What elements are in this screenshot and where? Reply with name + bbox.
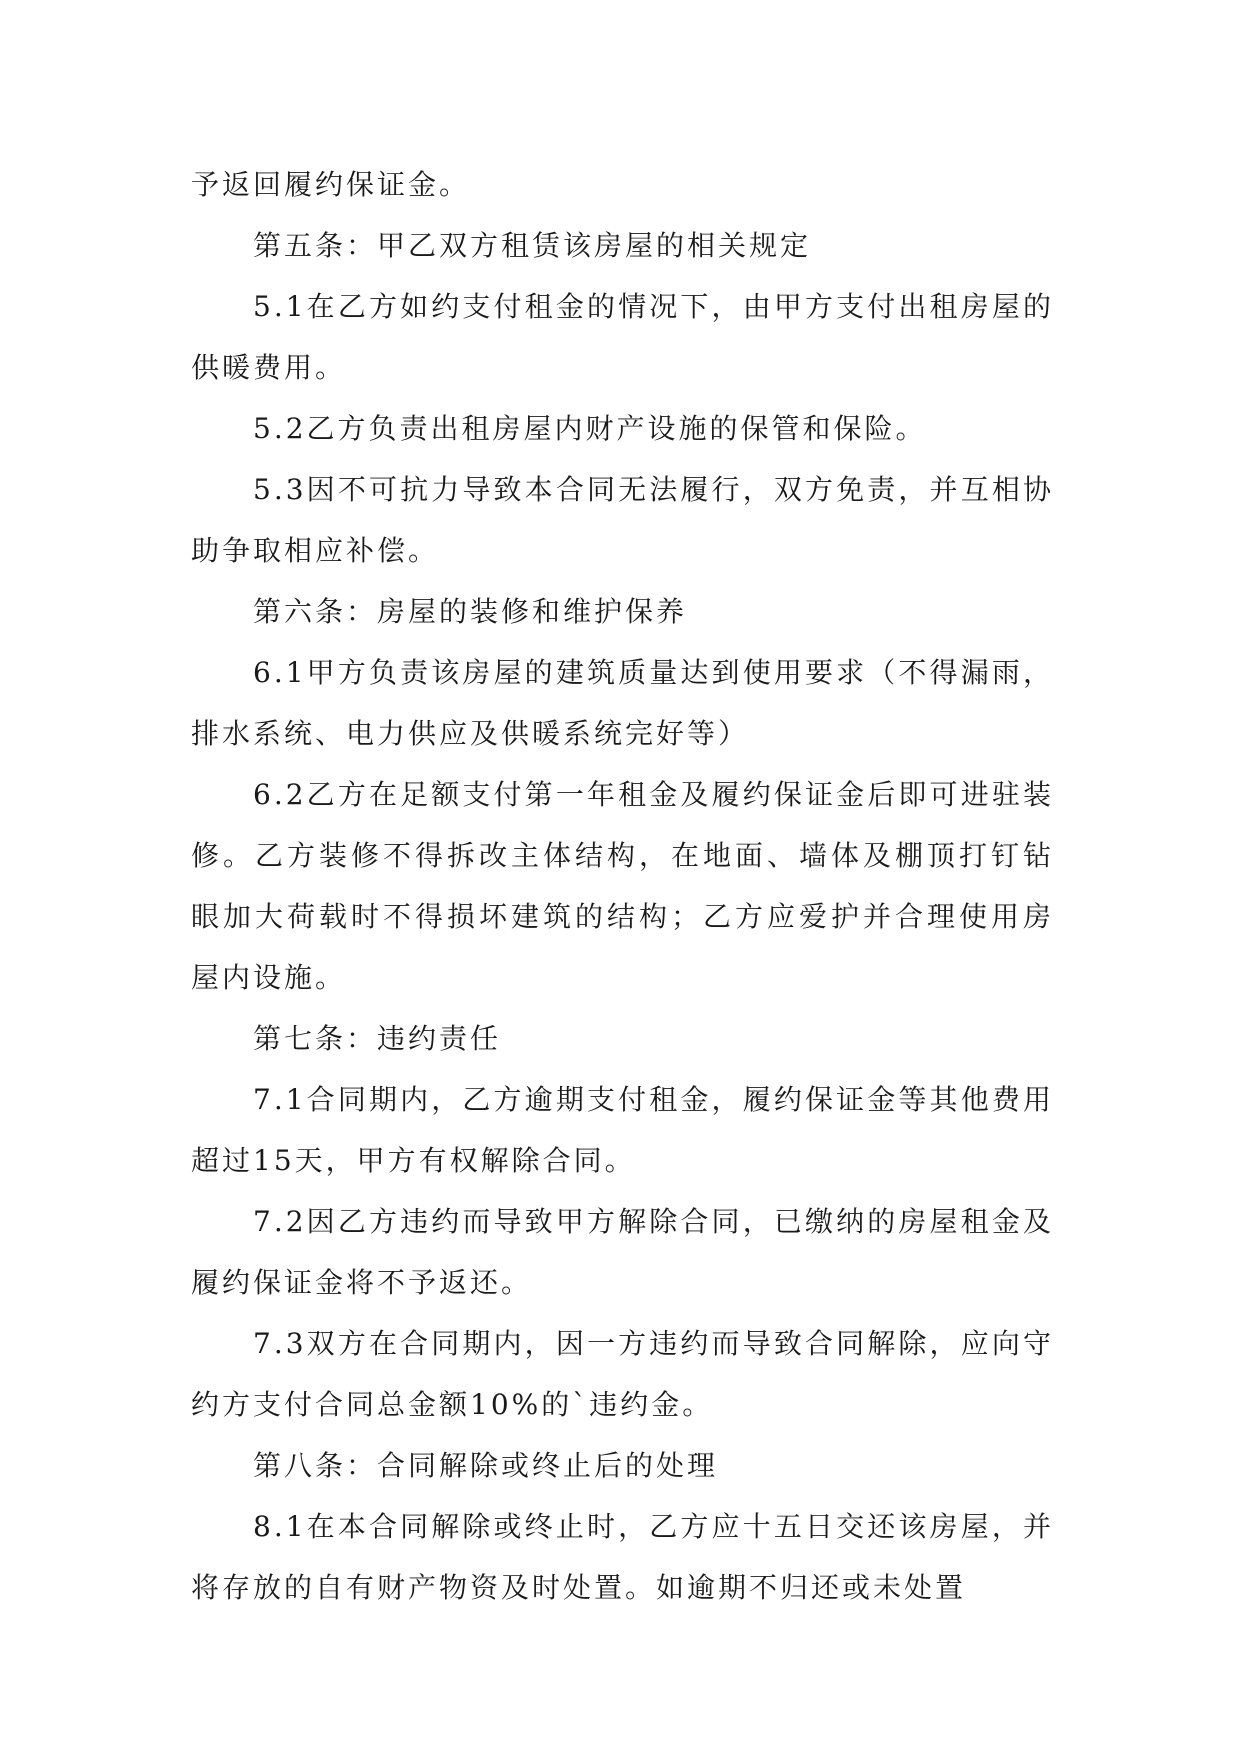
clause-6-1: 6.1甲方负责该房屋的建筑质量达到使用要求（不得漏雨，排水系统、电力供应及供暖系统完好等） [191, 656, 1054, 750]
article-6-heading: 第六条：房屋的装修和维护保养 [253, 595, 688, 628]
clause-7-1: 7.1合同期内，乙方逾期支付租金，履约保证金等其他费用超过15天，甲方有权解除合同。 [191, 1083, 1054, 1177]
article-8-heading: 第八条：合同解除或终止后的处理 [253, 1449, 719, 1482]
clause-5-3: 5.3因不可抗力导致本合同无法履行，双方免责，并互相协助争取相应补偿。 [191, 473, 1054, 567]
clause-5-1: 5.1在乙方如约支付租金的情况下，由甲方支付出租房屋的供暖费用。 [191, 290, 1054, 384]
clause-7-2: 7.2因乙方违约而导致甲方解除合同，已缴纳的房屋租金及履约保证金将不予返还。 [191, 1205, 1054, 1299]
clause-7-3: 7.3双方在合同期内，因一方违约而导致合同解除，应向守约方支付合同总金额10%的`违约金。 [191, 1327, 1054, 1421]
document-body [191, 154, 1054, 1618]
clause-6-2: 6.2乙方在足额支付第一年租金及履约保证金后即可进驻装修。乙方装修不得拆改主体结构，在地面、墙体及棚顶打钉钻眼加大荷载时不得损坏建筑的结构；乙方应爱护并合理使用房屋内设施。 [191, 778, 1054, 994]
article-5-heading: 第五条：甲乙双方租赁该房屋的相关规定 [253, 229, 812, 262]
clause-5-2: 5.2乙方负责出租房屋内财产设施的保管和保险。 [253, 412, 927, 445]
clause-8-1: 8.1在本合同解除或终止时，乙方应十五日交还该房屋，并将存放的自有财产物资及时处置。如逾期不归还或未处置 [191, 1510, 1054, 1604]
article-7-heading: 第七条：违约责任 [253, 1022, 502, 1055]
paragraph-continuation: 予返回履约保证金。 [191, 168, 471, 201]
